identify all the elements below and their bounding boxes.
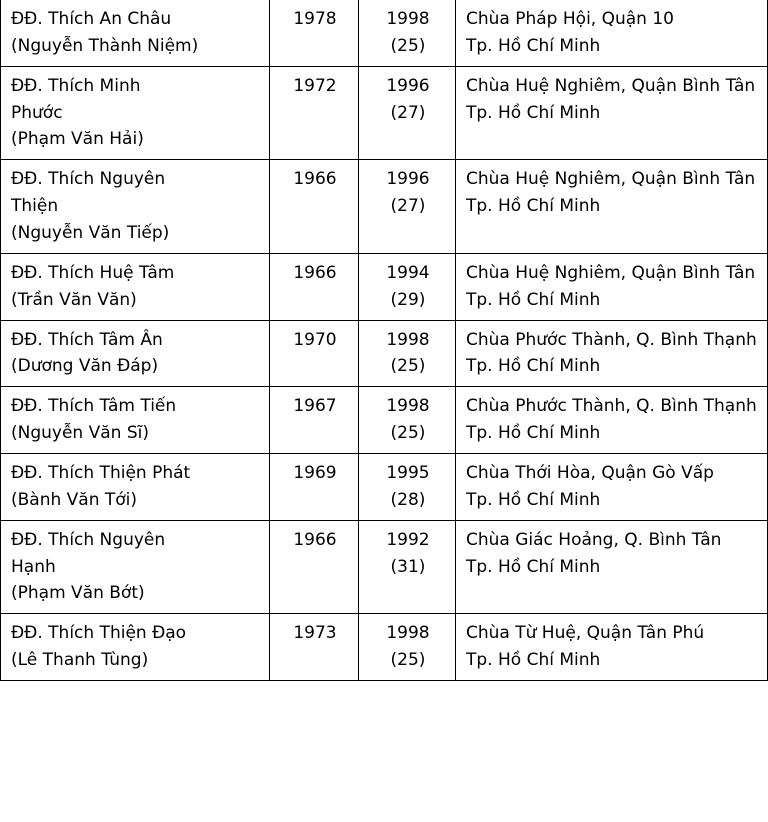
address-line: Chùa Thới Hòa, Quận Gò Vấp: [466, 463, 714, 484]
name-line: ĐĐ. Thích Thiện Phát: [11, 463, 191, 484]
name-line: (Phạm Văn Bớt): [11, 583, 145, 604]
cell-name: [1, 253, 270, 320]
ordination-year: 1994: [386, 262, 430, 283]
cell-ordination: [359, 614, 456, 681]
ordination-count: (25): [390, 423, 426, 444]
cell-ordination: [359, 320, 456, 387]
ordination-year: 1998: [386, 623, 430, 644]
cell-ordination: [359, 66, 456, 160]
cell-name: [1, 320, 270, 387]
ordination-year: 1996: [386, 75, 430, 96]
address-line: Chùa Pháp Hội, Quận 10: [466, 9, 674, 29]
name-line: Phước: [11, 102, 63, 123]
address-line: Tp. Hồ Chí Minh: [466, 35, 601, 56]
cell-address: [456, 614, 768, 681]
ordination-count: (28): [390, 489, 426, 510]
cell-address: [456, 160, 768, 254]
cell-name: [1, 454, 270, 521]
cell-ordination: [359, 520, 456, 614]
ordination-year: 1996: [386, 169, 430, 190]
name-line: (Nguyễn Văn Sĩ): [11, 423, 149, 444]
cell-name: [1, 66, 270, 160]
address-line: Tp. Hồ Chí Minh: [466, 289, 601, 310]
name-line: (Phạm Văn Hải): [11, 129, 144, 150]
cell-birth-year: 1970: [270, 320, 359, 387]
address-line: Tp. Hồ Chí Minh: [466, 556, 601, 577]
name-line: ĐĐ. Thích Thiện Đạo: [11, 623, 187, 644]
cell-ordination: [359, 160, 456, 254]
cell-ordination: [359, 253, 456, 320]
table-row: [1, 454, 768, 521]
ordination-count: (27): [390, 102, 426, 123]
cell-birth-year: 1972: [270, 66, 359, 160]
name-line: ĐĐ. Thích Tâm Tiến: [11, 396, 177, 417]
cell-ordination: [359, 0, 456, 66]
name-line: (Bành Văn Tới): [11, 489, 138, 510]
cell-ordination: [359, 454, 456, 521]
name-line: Thiện: [11, 196, 59, 217]
name-line: ĐĐ. Thích Tâm Ân: [11, 329, 163, 350]
table-row: [1, 614, 768, 681]
name-line: (Lê Thanh Tùng): [11, 650, 149, 671]
ordination-count: (31): [390, 556, 426, 577]
cell-address: [456, 520, 768, 614]
table-row: [1, 66, 768, 160]
cell-address: [456, 66, 768, 160]
name-line: Hạnh: [11, 556, 56, 577]
cell-address: [456, 0, 768, 66]
table-row: [1, 520, 768, 614]
ordination-year: 1998: [386, 9, 430, 29]
cell-birth-year: 1967: [270, 387, 359, 454]
table-row: [1, 253, 768, 320]
cell-name: [1, 520, 270, 614]
address-line: Chùa Huệ Nghiêm, Quận Bình Tân: [466, 75, 756, 96]
ordination-count: (25): [390, 356, 426, 377]
cell-address: [456, 253, 768, 320]
name-line: (Nguyễn Thành Niệm): [11, 35, 199, 56]
name-line: (Dương Văn Đáp): [11, 356, 159, 377]
ordination-count: (29): [390, 289, 426, 310]
address-line: Tp. Hồ Chí Minh: [466, 489, 601, 510]
address-line: Chùa Phước Thành, Q. Bình Thạnh: [466, 396, 757, 417]
ordination-year: 1998: [386, 396, 430, 417]
name-line: (Trần Văn Văn): [11, 289, 137, 310]
address-line: Tp. Hồ Chí Minh: [466, 356, 601, 377]
name-line: ĐĐ. Thích Huệ Tâm: [11, 262, 175, 283]
ordination-count: (25): [390, 650, 426, 671]
table-row: [1, 160, 768, 254]
cell-ordination: [359, 387, 456, 454]
cell-name: [1, 387, 270, 454]
ordination-count: (25): [390, 35, 426, 56]
ordination-year: 1992: [386, 529, 430, 550]
address-line: Chùa Phước Thành, Q. Bình Thạnh: [466, 329, 757, 350]
table-row: [1, 0, 768, 66]
address-line: Chùa Huệ Nghiêm, Quận Bình Tân: [466, 262, 756, 283]
address-line: Chùa Huệ Nghiêm, Quận Bình Tân: [466, 169, 756, 190]
address-line: Tp. Hồ Chí Minh: [466, 423, 601, 444]
cell-address: [456, 320, 768, 387]
name-line: ĐĐ. Thích Nguyên: [11, 529, 166, 550]
address-line: Chùa Giác Hoảng, Q. Bình Tân: [466, 529, 722, 550]
address-line: Chùa Từ Huệ, Quận Tân Phú: [466, 623, 705, 644]
name-line: (Nguyễn Văn Tiếp): [11, 223, 170, 244]
cell-birth-year: 1978: [270, 0, 359, 66]
table-row: [1, 387, 768, 454]
cell-name: [1, 0, 270, 66]
cell-birth-year: 1973: [270, 614, 359, 681]
cell-birth-year: 1966: [270, 520, 359, 614]
cell-birth-year: 1966: [270, 160, 359, 254]
cell-address: [456, 454, 768, 521]
cell-birth-year: 1969: [270, 454, 359, 521]
table-body: [1, 0, 768, 681]
ordination-year: 1995: [386, 463, 430, 484]
cell-address: [456, 387, 768, 454]
name-line: ĐĐ. Thích Nguyên: [11, 169, 166, 190]
name-line: ĐĐ. Thích An Châu: [11, 9, 172, 29]
address-line: Tp. Hồ Chí Minh: [466, 196, 601, 217]
address-line: Tp. Hồ Chí Minh: [466, 102, 601, 123]
cell-name: [1, 160, 270, 254]
ordination-year: 1998: [386, 329, 430, 350]
cell-name: [1, 614, 270, 681]
cell-birth-year: 1966: [270, 253, 359, 320]
table-row: [1, 320, 768, 387]
name-line: ĐĐ. Thích Minh: [11, 75, 141, 96]
ordination-count: (27): [390, 196, 426, 217]
address-line: Tp. Hồ Chí Minh: [466, 650, 601, 671]
